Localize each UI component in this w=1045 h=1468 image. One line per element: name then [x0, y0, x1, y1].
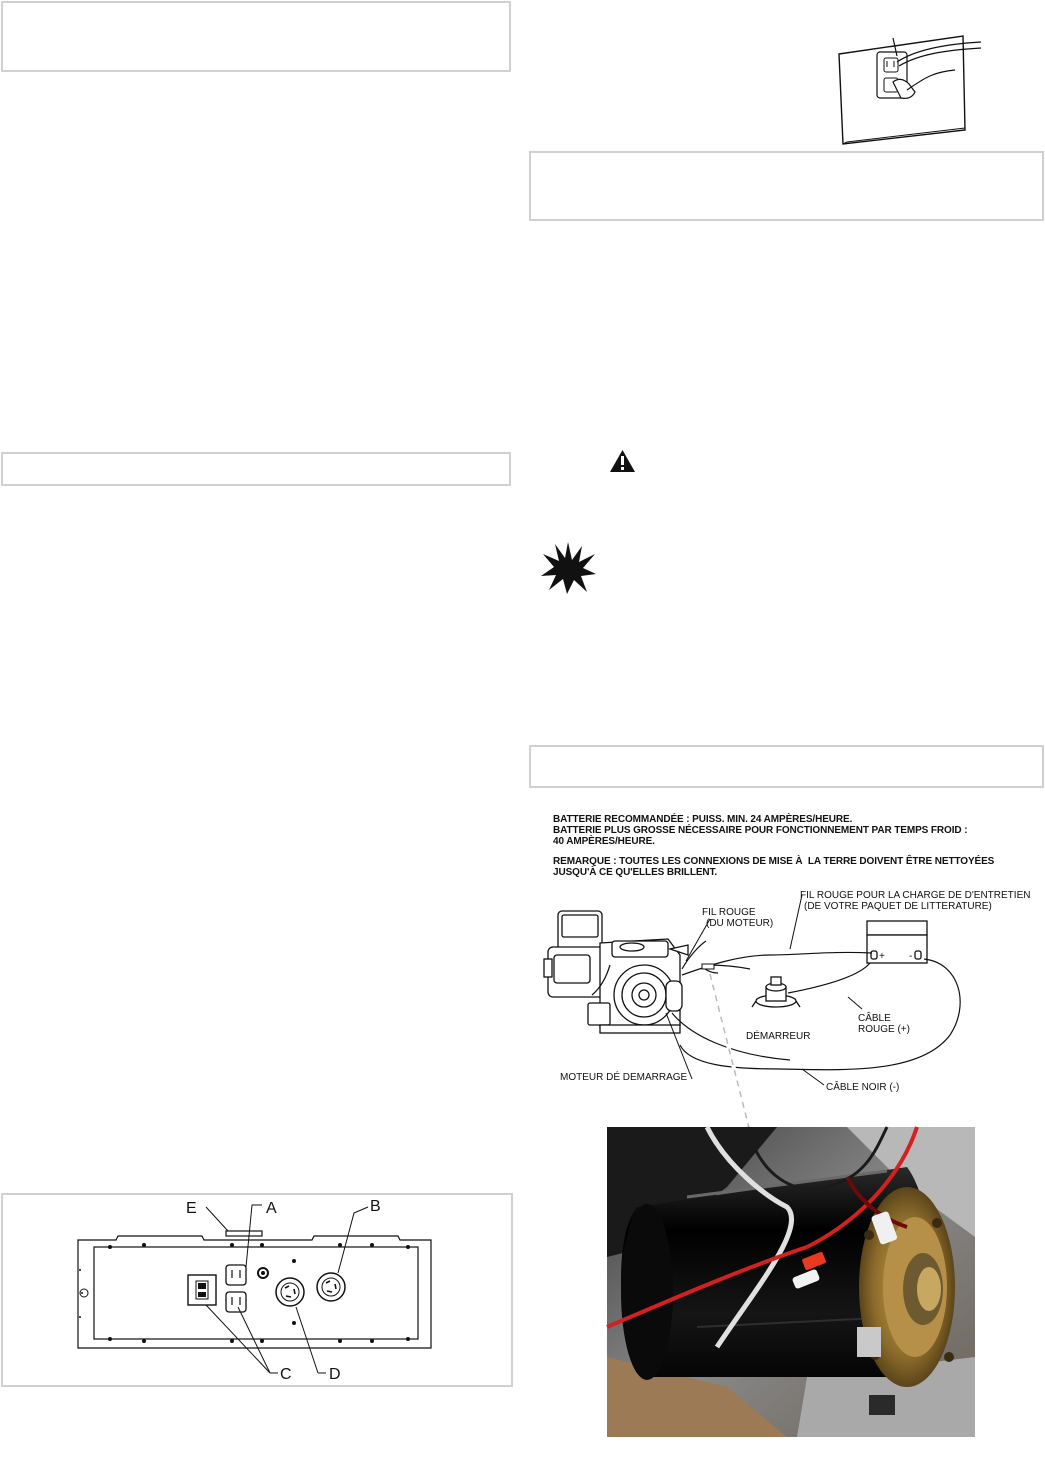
- label-demarreur: DÉMARREUR: [746, 1031, 811, 1042]
- wall-outlet-illustration: [835, 32, 985, 147]
- battery-note-line-5: JUSQU'À CE QU'ELLES BRILLENT.: [553, 867, 718, 878]
- panel-label-c: C: [280, 1366, 292, 1383]
- label-fil-rouge-moteur-1: FIL ROUGE: [702, 907, 756, 918]
- warning-triangle-icon: [609, 449, 636, 473]
- label-fil-rouge-charge-2: (DE VOTRE PAQUET DE LITTERATURE): [804, 901, 992, 912]
- heading-box-top-right: [529, 151, 1044, 221]
- battery-note-line-4: REMARQUE : TOUTES LES CONNEXIONS DE MISE À LA TERRE DOIVENT ÊTRE NETTOYÉES: [553, 856, 995, 867]
- heading-box-top-left: [1, 1, 511, 72]
- starter-motor-photo: [607, 1127, 975, 1437]
- label-cable-noir: CÂBLE NOIR (-): [826, 1082, 900, 1093]
- battery-note-line-2: BATTERIE PLUS GROSSE NÉCESSAIRE POUR FONCTIONNEMENT PAR TEMPS FROID :: [553, 825, 968, 836]
- panel-label-b: B: [370, 1198, 381, 1215]
- label-fil-rouge-moteur-2: (DU MOTEUR): [706, 918, 774, 929]
- heading-box-mid-left: [1, 452, 511, 486]
- panel-label-e: E: [186, 1200, 197, 1217]
- panel-label-d: D: [329, 1366, 341, 1383]
- battery-note-line-1: BATTERIE RECOMMANDÉE : PUISS. MIN. 24 AMPÈRES/HEURE.: [553, 814, 853, 825]
- battery: [867, 921, 927, 963]
- battery-plus-label: +: [879, 951, 885, 962]
- heading-box-mid-right: [529, 745, 1044, 788]
- control-panel-diagram: [0, 1193, 512, 1387]
- label-fil-rouge-charge-1: FIL ROUGE POUR LA CHARGE DE D'ENTRETIEN: [800, 890, 1031, 901]
- label-moteur-demarrage: MOTEUR DÉ DEMARRAGE: [560, 1072, 688, 1083]
- label-cable-rouge-2: ROUGE (+): [858, 1024, 910, 1035]
- battery-minus-label: -: [909, 951, 913, 962]
- battery-note-line-3: 40 AMPÈRES/HEURE.: [553, 836, 655, 847]
- panel-label-a: A: [266, 1200, 277, 1217]
- label-cable-rouge-1: CÂBLE: [858, 1013, 891, 1024]
- explosion-icon: [541, 542, 596, 594]
